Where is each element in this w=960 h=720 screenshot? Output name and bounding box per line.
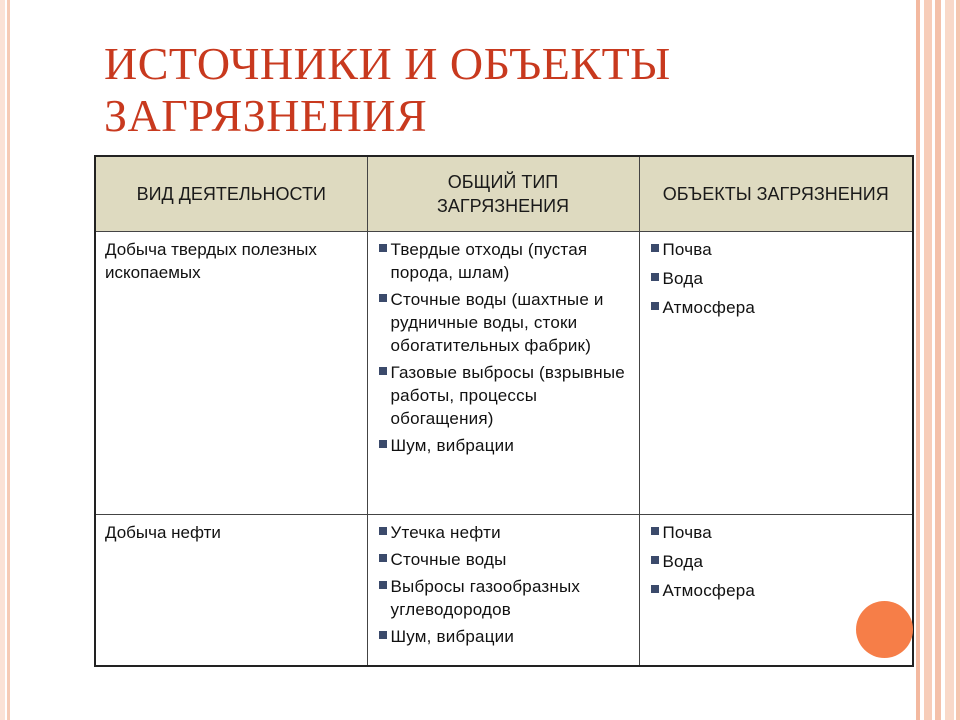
list-item: Твердые отходы (пустая порода, шлам) — [377, 238, 631, 284]
pollution-objects-list — [649, 521, 905, 602]
list-item: Газовые выбросы (взрывные работы, процессы обогащения) — [377, 361, 631, 430]
activity-cell: Добыча нефти — [95, 515, 367, 667]
list-item: Вода — [649, 550, 905, 573]
pollution-type-cell — [367, 232, 639, 515]
list-item: Вода — [649, 267, 905, 290]
decor-circle — [856, 601, 913, 658]
header-pollution-type: ОБЩИЙ ТИП ЗАГРЯЗНЕНИЯ — [367, 156, 639, 232]
list-item: Атмосфера — [649, 296, 905, 319]
list-item: Утечка нефти — [377, 521, 631, 544]
table-row — [95, 232, 913, 515]
activity-cell: Добыча твердых полезных ископаемых — [95, 232, 367, 515]
list-item: Почва — [649, 521, 905, 544]
list-item: Сточные воды — [377, 548, 631, 571]
pollution-objects-list — [649, 238, 905, 319]
pollution-type-cell — [367, 515, 639, 667]
list-item: Выбросы газообразных углеводородов — [377, 575, 631, 621]
list-item: Почва — [649, 238, 905, 261]
pollution-type-list — [377, 521, 631, 648]
slide-title: ИСТОЧНИКИ И ОБЪЕКТЫ ЗАГРЯЗНЕНИЯ — [104, 38, 671, 141]
list-item: Атмосфера — [649, 579, 905, 602]
pollution-objects-cell — [639, 232, 913, 515]
pollution-table — [94, 155, 914, 667]
list-item: Сточные воды (шахтные и рудничные воды, стоки обогатительных фабрик) — [377, 288, 631, 357]
list-item: Шум, вибрации — [377, 434, 631, 457]
table-row — [95, 515, 913, 667]
left-decor-stripe — [0, 0, 14, 720]
pollution-type-list — [377, 238, 631, 457]
table-header-row — [95, 156, 913, 232]
right-decor-stripe — [914, 0, 960, 720]
header-pollution-objects: ОБЪЕКТЫ ЗАГРЯЗНЕНИЯ — [639, 156, 913, 232]
list-item: Шум, вибрации — [377, 625, 631, 648]
header-activity: ВИД ДЕЯТЕЛЬНОСТИ — [95, 156, 367, 232]
